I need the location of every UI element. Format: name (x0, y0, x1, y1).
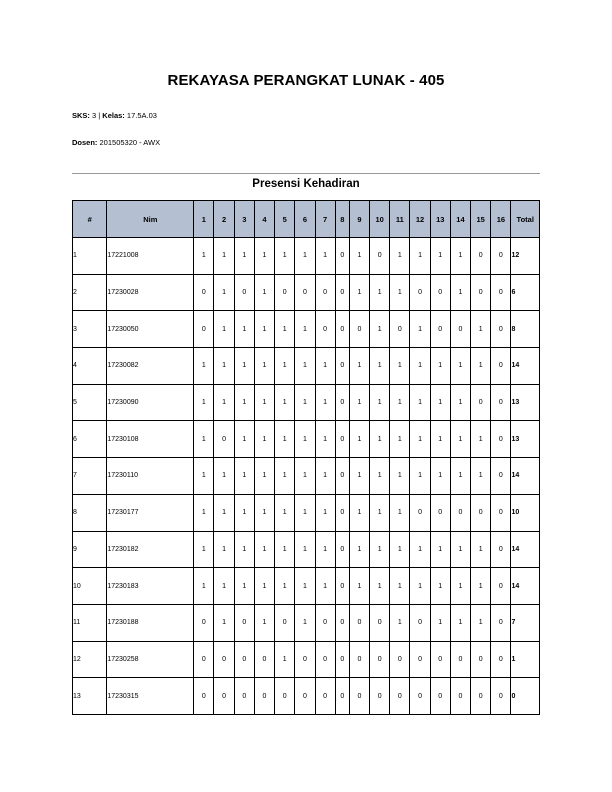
total-cell: 10 (511, 494, 540, 531)
attendance-cell: 1 (349, 531, 369, 568)
attendance-cell: 0 (315, 311, 335, 348)
attendance-cell: 1 (370, 531, 390, 568)
attendance-cell: 0 (471, 238, 491, 275)
attendance-cell: 0 (194, 641, 214, 678)
attendance-cell: 1 (234, 568, 254, 605)
attendance-cell: 1 (254, 531, 274, 568)
attendance-cell: 1 (194, 458, 214, 495)
attendance-cell: 1 (254, 421, 274, 458)
attendance-cell: 0 (194, 604, 214, 641)
nim-cell: 17230028 (107, 274, 194, 311)
attendance-cell: 0 (410, 494, 430, 531)
attendance-cell: 0 (315, 604, 335, 641)
attendance-cell: 1 (349, 568, 369, 605)
attendance-cell: 0 (471, 384, 491, 421)
attendance-cell: 1 (315, 421, 335, 458)
attendance-cell: 1 (410, 384, 430, 421)
attendance-cell: 1 (194, 494, 214, 531)
attendance-cell: 0 (390, 641, 410, 678)
attendance-cell: 0 (430, 678, 450, 715)
attendance-cell: 1 (450, 384, 470, 421)
attendance-cell: 1 (390, 458, 410, 495)
attendance-cell: 0 (390, 678, 410, 715)
row-number-cell: 8 (73, 494, 107, 531)
attendance-cell: 1 (430, 348, 450, 385)
column-header-day-11: 11 (390, 201, 410, 238)
attendance-cell: 1 (450, 238, 470, 275)
attendance-cell: 1 (234, 384, 254, 421)
nim-cell: 17230050 (107, 311, 194, 348)
total-cell: 7 (511, 604, 540, 641)
attendance-cell: 0 (491, 274, 511, 311)
total-cell: 14 (511, 531, 540, 568)
attendance-cell: 1 (275, 531, 295, 568)
attendance-cell: 0 (335, 384, 349, 421)
lecturer-meta-line (72, 138, 160, 147)
attendance-cell: 1 (390, 348, 410, 385)
attendance-cell: 0 (349, 604, 369, 641)
kelas-value: 17.5A.03 (124, 111, 157, 120)
attendance-cell: 1 (315, 458, 335, 495)
attendance-cell: 1 (430, 384, 450, 421)
attendance-cell: 1 (275, 641, 295, 678)
attendance-cell: 1 (410, 348, 430, 385)
attendance-cell: 1 (349, 384, 369, 421)
attendance-cell: 0 (275, 604, 295, 641)
page-title: REKAYASA PERANGKAT LUNAK - 405 (167, 72, 445, 89)
row-number-cell: 4 (73, 348, 107, 385)
attendance-cell: 1 (254, 238, 274, 275)
attendance-cell: 1 (295, 421, 315, 458)
attendance-cell: 0 (471, 678, 491, 715)
attendance-cell: 0 (491, 568, 511, 605)
attendance-cell: 1 (214, 458, 234, 495)
attendance-cell: 0 (254, 641, 274, 678)
attendance-cell: 0 (194, 274, 214, 311)
attendance-cell: 1 (275, 421, 295, 458)
attendance-cell: 0 (491, 348, 511, 385)
attendance-cell: 0 (491, 494, 511, 531)
attendance-table (72, 200, 540, 715)
attendance-cell: 1 (370, 274, 390, 311)
table-header-row (73, 201, 540, 238)
attendance-cell: 1 (194, 238, 214, 275)
attendance-cell: 0 (471, 494, 491, 531)
nim-cell: 17230108 (107, 421, 194, 458)
attendance-cell: 0 (315, 641, 335, 678)
row-number-cell: 1 (73, 238, 107, 275)
attendance-cell: 1 (315, 531, 335, 568)
attendance-cell: 0 (450, 641, 470, 678)
attendance-cell: 1 (194, 531, 214, 568)
column-header-total: Total (511, 201, 540, 238)
attendance-cell: 1 (275, 348, 295, 385)
attendance-cell: 1 (450, 604, 470, 641)
attendance-cell: 0 (295, 641, 315, 678)
kelas-label: Kelas: (102, 111, 125, 120)
attendance-cell: 1 (254, 311, 274, 348)
attendance-cell: 0 (194, 678, 214, 715)
attendance-cell: 0 (335, 604, 349, 641)
attendance-cell: 1 (390, 531, 410, 568)
attendance-cell: 1 (315, 384, 335, 421)
total-cell: 12 (511, 238, 540, 275)
column-header-day-16: 16 (491, 201, 511, 238)
attendance-cell: 1 (194, 568, 214, 605)
attendance-cell: 0 (349, 311, 369, 348)
attendance-cell: 1 (254, 384, 274, 421)
sks-value: 3 | (89, 111, 103, 120)
column-header-day-4: 4 (254, 201, 274, 238)
attendance-cell: 1 (370, 348, 390, 385)
attendance-cell: 0 (410, 641, 430, 678)
attendance-cell: 0 (390, 311, 410, 348)
attendance-cell: 0 (335, 494, 349, 531)
table-row (73, 274, 540, 311)
attendance-cell: 0 (471, 641, 491, 678)
table-row (73, 421, 540, 458)
attendance-cell: 0 (335, 274, 349, 311)
attendance-cell: 1 (390, 494, 410, 531)
nim-cell: 17221008 (107, 238, 194, 275)
attendance-cell: 0 (254, 678, 274, 715)
column-header-day-5: 5 (275, 201, 295, 238)
attendance-cell: 0 (370, 604, 390, 641)
attendance-cell: 1 (315, 494, 335, 531)
attendance-cell: 1 (214, 494, 234, 531)
attendance-cell: 1 (370, 311, 390, 348)
attendance-cell: 1 (471, 311, 491, 348)
attendance-cell: 0 (370, 678, 390, 715)
attendance-cell: 0 (370, 641, 390, 678)
column-header-day-14: 14 (450, 201, 470, 238)
attendance-cell: 0 (491, 458, 511, 495)
attendance-cell: 1 (234, 311, 254, 348)
table-row (73, 568, 540, 605)
attendance-cell: 0 (335, 348, 349, 385)
nim-cell: 17230315 (107, 678, 194, 715)
row-number-cell: 13 (73, 678, 107, 715)
table-body (73, 238, 540, 715)
nim-cell: 17230258 (107, 641, 194, 678)
attendance-cell: 1 (254, 604, 274, 641)
total-cell: 14 (511, 348, 540, 385)
sks-label: SKS: (72, 111, 90, 120)
attendance-cell: 1 (315, 348, 335, 385)
attendance-cell: 1 (214, 531, 234, 568)
attendance-cell: 1 (295, 568, 315, 605)
attendance-cell: 1 (450, 458, 470, 495)
total-cell: 14 (511, 458, 540, 495)
attendance-cell: 1 (471, 531, 491, 568)
attendance-cell: 1 (295, 458, 315, 495)
attendance-cell: 1 (254, 458, 274, 495)
table-row (73, 604, 540, 641)
table-row (73, 348, 540, 385)
attendance-cell: 1 (194, 348, 214, 385)
table-row (73, 531, 540, 568)
attendance-cell: 1 (390, 421, 410, 458)
attendance-cell: 0 (335, 311, 349, 348)
attendance-cell: 0 (430, 641, 450, 678)
attendance-cell: 0 (234, 678, 254, 715)
row-number-cell: 10 (73, 568, 107, 605)
attendance-cell: 0 (349, 678, 369, 715)
attendance-cell: 0 (430, 494, 450, 531)
attendance-cell: 0 (410, 678, 430, 715)
attendance-cell: 1 (295, 531, 315, 568)
row-number-cell: 2 (73, 274, 107, 311)
attendance-cell: 1 (254, 568, 274, 605)
column-header-day-8: 8 (335, 201, 349, 238)
attendance-cell: 1 (410, 421, 430, 458)
attendance-cell: 1 (430, 458, 450, 495)
attendance-cell: 1 (234, 421, 254, 458)
attendance-cell: 1 (234, 494, 254, 531)
attendance-cell: 1 (295, 494, 315, 531)
section-divider (72, 173, 540, 174)
dosen-label: Dosen: (72, 138, 98, 147)
column-header-day-3: 3 (234, 201, 254, 238)
attendance-cell: 1 (349, 494, 369, 531)
attendance-cell: 1 (471, 604, 491, 641)
attendance-cell: 1 (390, 568, 410, 605)
attendance-cell: 0 (214, 641, 234, 678)
attendance-cell: 0 (234, 274, 254, 311)
attendance-cell: 1 (450, 568, 470, 605)
attendance-cell: 1 (471, 348, 491, 385)
total-cell: 6 (511, 274, 540, 311)
total-cell: 0 (511, 678, 540, 715)
table-row (73, 458, 540, 495)
attendance-cell: 0 (491, 238, 511, 275)
column-header-day-15: 15 (471, 201, 491, 238)
attendance-cell: 1 (450, 348, 470, 385)
table-row (73, 311, 540, 348)
column-header-day-12: 12 (410, 201, 430, 238)
column-header-day-6: 6 (295, 201, 315, 238)
attendance-cell: 1 (450, 274, 470, 311)
attendance-cell: 1 (370, 458, 390, 495)
attendance-cell: 0 (370, 238, 390, 275)
attendance-cell: 1 (295, 604, 315, 641)
column-header-day-13: 13 (430, 201, 450, 238)
attendance-cell: 1 (349, 274, 369, 311)
attendance-cell: 1 (194, 421, 214, 458)
attendance-cell: 0 (491, 604, 511, 641)
table-row (73, 641, 540, 678)
attendance-cell: 0 (491, 641, 511, 678)
attendance-cell: 0 (471, 274, 491, 311)
table-row (73, 678, 540, 715)
attendance-cell: 0 (430, 274, 450, 311)
attendance-cell: 1 (214, 348, 234, 385)
attendance-cell: 1 (450, 421, 470, 458)
table-row (73, 384, 540, 421)
table-row (73, 494, 540, 531)
attendance-cell: 1 (295, 238, 315, 275)
attendance-cell: 0 (234, 604, 254, 641)
attendance-cell: 0 (214, 678, 234, 715)
total-cell: 13 (511, 384, 540, 421)
attendance-cell: 1 (275, 311, 295, 348)
total-cell: 13 (511, 421, 540, 458)
total-cell: 8 (511, 311, 540, 348)
attendance-cell: 1 (370, 568, 390, 605)
attendance-cell: 1 (390, 604, 410, 641)
attendance-cell: 1 (471, 458, 491, 495)
column-header-day-2: 2 (214, 201, 234, 238)
attendance-cell: 1 (214, 604, 234, 641)
attendance-cell: 1 (275, 238, 295, 275)
attendance-cell: 1 (430, 568, 450, 605)
attendance-cell: 1 (295, 384, 315, 421)
attendance-cell: 0 (491, 421, 511, 458)
attendance-cell: 1 (450, 531, 470, 568)
attendance-cell: 1 (370, 421, 390, 458)
section-title: Presensi Kehadiran (252, 178, 360, 190)
attendance-cell: 1 (370, 494, 390, 531)
attendance-cell: 0 (295, 678, 315, 715)
attendance-cell: 0 (275, 274, 295, 311)
attendance-cell: 0 (450, 678, 470, 715)
column-header-day-7: 7 (315, 201, 335, 238)
attendance-cell: 1 (349, 458, 369, 495)
table-row (73, 238, 540, 275)
attendance-cell: 1 (430, 238, 450, 275)
nim-cell: 17230183 (107, 568, 194, 605)
column-header-number: # (73, 201, 107, 238)
attendance-cell: 0 (491, 678, 511, 715)
attendance-cell: 0 (275, 678, 295, 715)
attendance-cell: 1 (410, 458, 430, 495)
attendance-cell: 1 (295, 348, 315, 385)
attendance-cell: 1 (295, 311, 315, 348)
attendance-cell: 1 (370, 384, 390, 421)
attendance-cell: 1 (234, 531, 254, 568)
row-number-cell: 7 (73, 458, 107, 495)
attendance-cell: 1 (234, 458, 254, 495)
attendance-cell: 1 (234, 348, 254, 385)
attendance-cell: 1 (410, 531, 430, 568)
attendance-cell: 1 (254, 274, 274, 311)
column-header-day-1: 1 (194, 201, 214, 238)
nim-cell: 17230110 (107, 458, 194, 495)
attendance-cell: 0 (295, 274, 315, 311)
attendance-cell: 1 (410, 568, 430, 605)
attendance-cell: 0 (234, 641, 254, 678)
attendance-cell: 1 (214, 311, 234, 348)
attendance-cell: 1 (275, 458, 295, 495)
column-header-nim: Nim (107, 201, 194, 238)
attendance-cell: 0 (335, 641, 349, 678)
attendance-cell: 1 (234, 238, 254, 275)
attendance-cell: 0 (410, 604, 430, 641)
attendance-cell: 1 (471, 421, 491, 458)
attendance-cell: 1 (430, 604, 450, 641)
attendance-cell: 1 (214, 568, 234, 605)
attendance-cell: 0 (430, 311, 450, 348)
attendance-cell: 1 (349, 421, 369, 458)
attendance-cell: 1 (275, 384, 295, 421)
attendance-cell: 0 (315, 678, 335, 715)
attendance-cell: 1 (254, 494, 274, 531)
nim-cell: 17230090 (107, 384, 194, 421)
attendance-cell: 0 (335, 458, 349, 495)
attendance-cell: 0 (214, 421, 234, 458)
attendance-cell: 1 (349, 238, 369, 275)
attendance-cell: 1 (275, 568, 295, 605)
attendance-cell: 1 (214, 238, 234, 275)
attendance-cell: 0 (349, 641, 369, 678)
attendance-cell: 0 (491, 311, 511, 348)
attendance-cell: 1 (254, 348, 274, 385)
nim-cell: 17230188 (107, 604, 194, 641)
attendance-cell: 0 (491, 531, 511, 568)
total-cell: 1 (511, 641, 540, 678)
dosen-value: 201505320 - AWX (97, 138, 161, 147)
nim-cell: 17230177 (107, 494, 194, 531)
attendance-cell: 1 (410, 311, 430, 348)
column-header-day-10: 10 (370, 201, 390, 238)
attendance-cell: 0 (410, 274, 430, 311)
attendance-cell: 1 (194, 384, 214, 421)
attendance-cell: 0 (450, 311, 470, 348)
attendance-cell: 1 (349, 348, 369, 385)
attendance-cell: 0 (335, 678, 349, 715)
attendance-cell: 1 (315, 238, 335, 275)
nim-cell: 17230182 (107, 531, 194, 568)
attendance-cell: 0 (335, 531, 349, 568)
attendance-cell: 1 (214, 274, 234, 311)
row-number-cell: 12 (73, 641, 107, 678)
attendance-cell: 1 (390, 384, 410, 421)
column-header-day-9: 9 (349, 201, 369, 238)
attendance-cell: 1 (315, 568, 335, 605)
attendance-cell: 0 (335, 238, 349, 275)
nim-cell: 17230082 (107, 348, 194, 385)
attendance-cell: 0 (315, 274, 335, 311)
row-number-cell: 3 (73, 311, 107, 348)
row-number-cell: 9 (73, 531, 107, 568)
attendance-cell: 0 (335, 421, 349, 458)
row-number-cell: 5 (73, 384, 107, 421)
attendance-cell: 1 (471, 568, 491, 605)
row-number-cell: 6 (73, 421, 107, 458)
attendance-cell: 1 (410, 238, 430, 275)
course-meta-line (72, 111, 157, 120)
attendance-cell: 1 (390, 274, 410, 311)
attendance-cell: 1 (430, 531, 450, 568)
attendance-cell: 0 (335, 568, 349, 605)
attendance-cell: 0 (450, 494, 470, 531)
attendance-cell: 1 (275, 494, 295, 531)
total-cell: 14 (511, 568, 540, 605)
row-number-cell: 11 (73, 604, 107, 641)
attendance-cell: 1 (214, 384, 234, 421)
attendance-cell: 0 (194, 311, 214, 348)
attendance-cell: 1 (430, 421, 450, 458)
attendance-cell: 0 (491, 384, 511, 421)
attendance-cell: 1 (390, 238, 410, 275)
